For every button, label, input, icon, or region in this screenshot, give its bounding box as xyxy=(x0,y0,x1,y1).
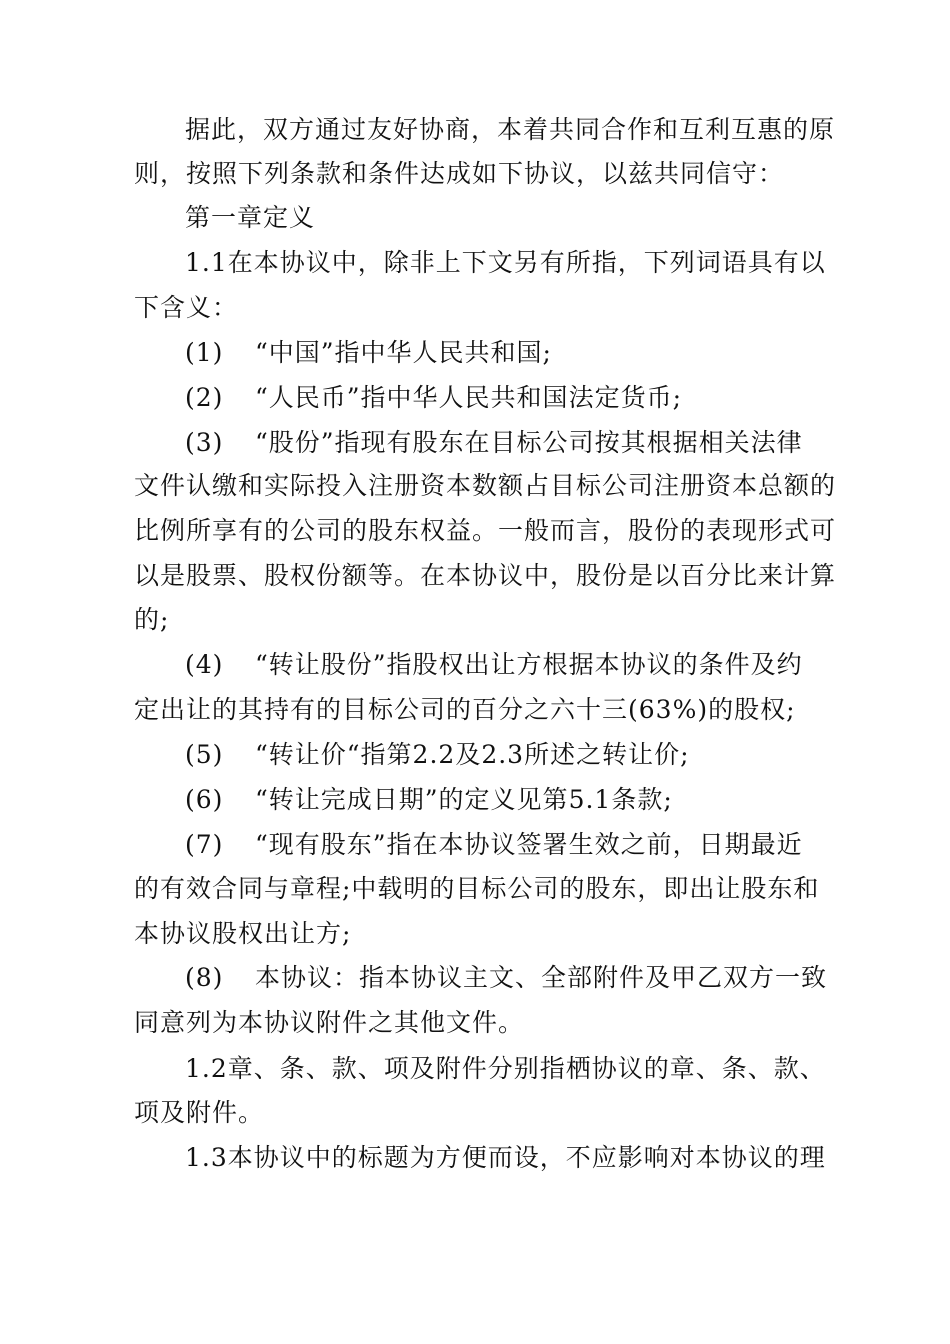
line-text: 1.3本协议中的标题为方便而设，不应影响对本协议的理 xyxy=(185,1143,826,1172)
line-text: 同意列为本协议附件之其他文件。 xyxy=(134,1008,525,1037)
paragraph-line xyxy=(134,1093,834,1133)
paragraph-line xyxy=(134,556,837,596)
paragraph-line xyxy=(185,1138,835,1178)
line-text: “股份”指现有股东在目标公司按其根据相关法律 xyxy=(255,428,803,457)
line-text: 本协议股权出让方; xyxy=(134,919,352,948)
line-text: 据此，双方通过友好协商，本着共同合作和互利互惠的原 xyxy=(185,115,836,144)
paragraph-line xyxy=(134,466,837,506)
definition-item xyxy=(185,825,835,865)
paragraph-line xyxy=(134,914,834,954)
definition-item xyxy=(185,378,835,418)
paragraph-line xyxy=(134,690,834,730)
definition-item xyxy=(185,780,835,820)
line-text: 1.1在本协议中，除非上下文另有所指，下列词语具有以 xyxy=(185,248,826,277)
line-text: 文件认缴和实际投入注册资本数额占目标公司注册资本总额的 xyxy=(134,471,837,500)
paragraph-line xyxy=(134,511,837,551)
definition-item xyxy=(185,333,835,373)
line-text: “转让价“指第2.2及2.3所述之转让价; xyxy=(255,740,690,769)
line-text: 则，按照下列条款和条件达成如下协议，以兹共同信守： xyxy=(134,159,785,188)
line-text: 项及附件。 xyxy=(134,1098,265,1127)
paragraph-line xyxy=(134,869,834,909)
paragraph-line xyxy=(185,1049,835,1089)
line-text: “转让股份”指股权出让方根据本协议的条件及约 xyxy=(255,650,803,679)
line-text: 的; xyxy=(134,605,170,634)
item-number: (6) xyxy=(185,785,224,814)
item-number: (8) xyxy=(185,963,224,992)
line-text: 定出让的其持有的目标公司的百分之六十三(63%)的股权; xyxy=(134,695,796,724)
line-text: 以是股票、股权份额等。在本协议中，股份是以百分比来计算 xyxy=(134,561,837,590)
item-number: (4) xyxy=(185,650,224,679)
paragraph-line xyxy=(185,243,835,283)
item-number: (1) xyxy=(185,338,224,367)
line-text: 比例所享有的公司的股东权益。一般而言，股份的表现形式可 xyxy=(134,516,837,545)
line-text: “转让完成日期”的定义见第5.1条款; xyxy=(255,785,673,814)
paragraph-line xyxy=(134,154,834,194)
definition-item xyxy=(185,735,835,775)
item-number: (5) xyxy=(185,740,224,769)
line-text: 本协议：指本协议主文、全部附件及甲乙双方一致 xyxy=(255,963,828,992)
paragraph-line xyxy=(134,288,834,328)
line-text: 的有效合同与章程;中载明的目标公司的股东，即出让股东和 xyxy=(134,874,820,903)
definition-item xyxy=(185,645,835,685)
line-text: “中国”指中华人民共和国; xyxy=(255,338,552,367)
item-number: (7) xyxy=(185,830,224,859)
paragraph-line xyxy=(134,600,834,640)
definition-item xyxy=(185,423,835,463)
line-text: 1.2章、条、款、项及附件分别指栖协议的章、条、款、 xyxy=(185,1054,826,1083)
item-number: (2) xyxy=(185,383,224,412)
line-text: “人民币”指中华人民共和国法定货币; xyxy=(255,383,682,412)
chapter-heading xyxy=(185,198,835,238)
line-text: 第一章定义 xyxy=(185,203,316,232)
paragraph-line xyxy=(134,1003,834,1043)
definition-item xyxy=(185,958,835,998)
line-text: 下含义： xyxy=(134,293,239,322)
item-number: (3) xyxy=(185,428,224,457)
paragraph-line xyxy=(185,110,835,150)
line-text: “现有股东”指在本协议签署生效之前，日期最近 xyxy=(255,830,803,859)
